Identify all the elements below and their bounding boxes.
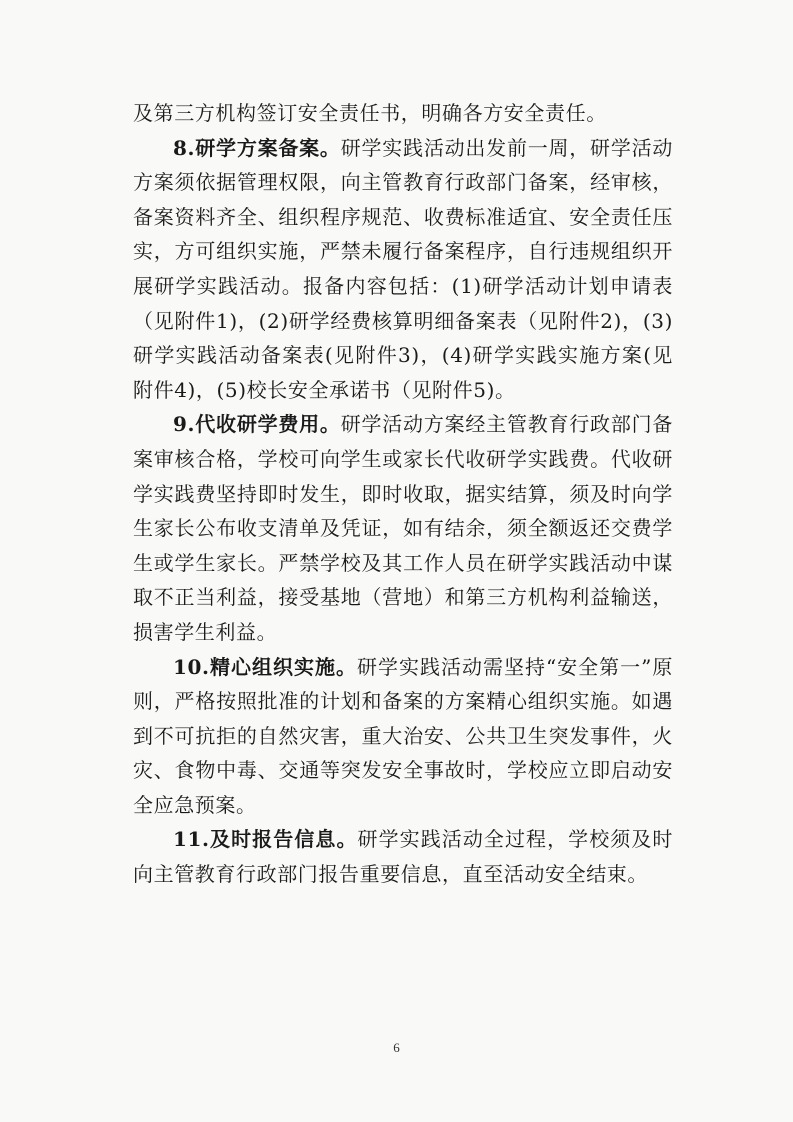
section-8-heading: 8.研学方案备案。 — [173, 135, 341, 160]
section-11-heading: 11.及时报告信息。 — [173, 827, 358, 852]
section-11-paragraph — [133, 822, 673, 891]
section-8-paragraph — [133, 131, 673, 408]
section-9-body: 研学活动方案经主管教育行政部门备案审核合格，学校可向学生或家长代收研学实践费。代收研学实践费坚持即时发生，即时收取，据实结算，须及时向学生家长公布收支清单及凭证，如有结余，须全额返还交费学生或学生家长。严禁学校及其工作人员在研学实践活动中谋取不正当利益，接受基地（营地）和第三方机构利益输送，损害学生利益。 — [133, 412, 673, 644]
continuation-paragraph: 及第三方机构签订安全责任书，明确各方安全责任。 — [133, 101, 607, 125]
section-9-paragraph — [133, 407, 673, 649]
body-text — [133, 96, 673, 892]
section-9-heading: 9.代收研学费用。 — [173, 412, 341, 437]
section-10-paragraph — [133, 650, 673, 823]
section-11-body: 研学实践活动全过程，学校须及时向主管教育行政部门报告重要信息，直至活动安全结束。 — [133, 827, 674, 887]
section-10-heading: 10.精心组织实施。 — [173, 654, 357, 679]
page-number: 6 — [393, 1040, 400, 1055]
section-8-body: 研学实践活动出发前一周，研学活动方案须依据管理权限，向主管教育行政部门备案，经审核，备案资料齐全、组织程序规范、收费标准适宜、安全责任压实，方可组织实施，严禁未履行备案程序，自行违规组织开展研学实践活动。报备内容包括：(1)研学活动计划申请表（见附件1)，(2)研学经费核算明细备案表（见附件2)，(3)研学实践活动备案表(见附件3)，(4)研学实践实施方案(见附件4)，(5)校长安全承诺书（见附件5)。 — [133, 135, 673, 402]
section-10-body: 研学实践活动需坚持“安全第一”原则，严格按照批准的计划和备案的方案精心组织实施。如遇到不可抗拒的自然灾害，重大治安、公共卫生突发事件，火灾、食物中毒、交通等突发安全事故时，学校应立即启动安全应急预案。 — [133, 654, 673, 817]
